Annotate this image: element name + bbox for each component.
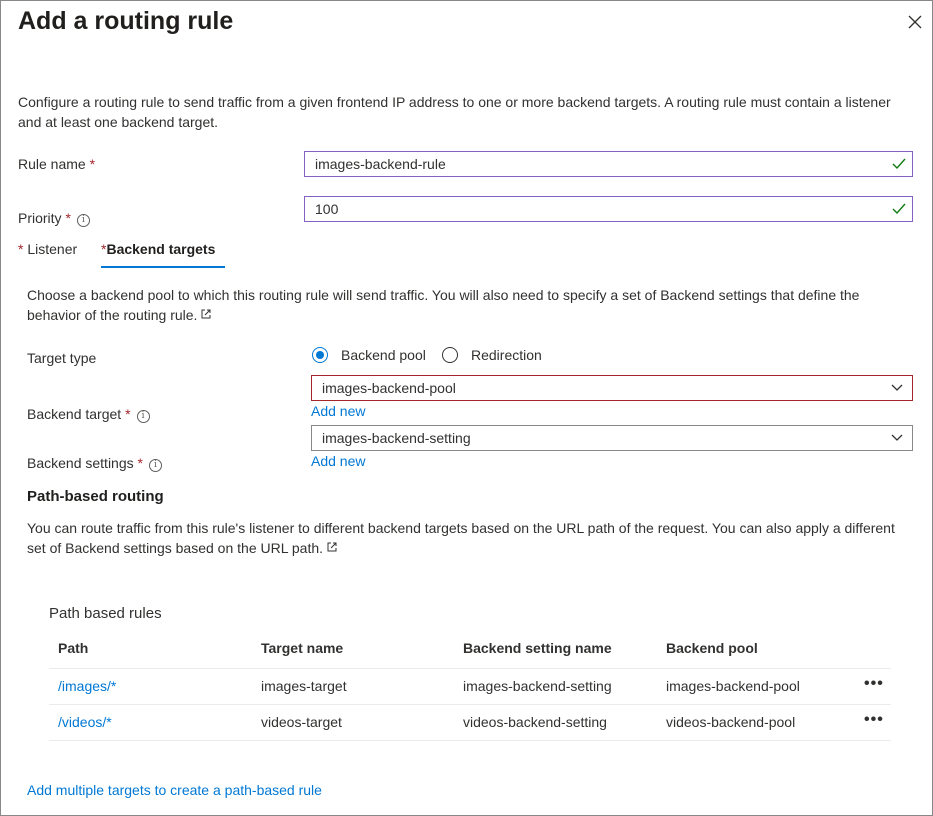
table-divider [49, 704, 891, 705]
radio-redirection-label[interactable]: Redirection [471, 347, 542, 363]
required-marker: * [101, 241, 107, 257]
row-backend-setting: videos-backend-setting [463, 714, 607, 730]
add-new-backend-target-link[interactable]: Add new [311, 403, 366, 419]
path-routing-heading: Path-based routing [27, 488, 164, 505]
column-header-backend-pool: Backend pool [666, 640, 758, 656]
info-icon[interactable]: i [77, 214, 90, 227]
rule-description: Configure a routing rule to send traffic from a given frontend IP address to one or more backend targets. A routing rule must contain a listener and at least one backend target. [18, 94, 891, 130]
info-icon[interactable]: i [149, 459, 162, 472]
external-link-icon[interactable] [201, 309, 211, 319]
priority-input[interactable]: 100 [304, 196, 913, 222]
backend-target-select[interactable]: images-backend-pool [311, 375, 913, 401]
table-divider [49, 668, 891, 669]
row-target-name: videos-target [261, 714, 342, 730]
radio-backend-pool[interactable] [312, 347, 328, 363]
add-multiple-targets-link[interactable]: Add multiple targets to create a path-based rule [27, 782, 322, 798]
active-tab-indicator [101, 266, 225, 268]
radio-redirection[interactable] [442, 347, 458, 363]
column-header-target-name: Target name [261, 640, 344, 656]
row-backend-pool: videos-backend-pool [666, 714, 796, 730]
chevron-down-icon [891, 384, 903, 392]
required-marker: * [65, 210, 71, 226]
checkmark-icon [892, 158, 906, 170]
rule-name-input[interactable]: images-backend-rule [304, 151, 913, 177]
backend-target-label: Backend target * i [27, 406, 150, 423]
backend-settings-select[interactable]: images-backend-setting [311, 425, 913, 451]
path-routing-description: You can route traffic from this rule's listener to different backend targets based on the URL path of the request. You can also apply a different set of Backend settings based on the URL path. [27, 520, 895, 556]
tab-backend-targets[interactable]: *Backend targets [101, 241, 216, 257]
row-path-link[interactable]: /videos/* [58, 714, 112, 730]
page-title: Add a routing rule [18, 7, 234, 35]
rule-name-label: Rule name * [18, 156, 96, 172]
path-rules-heading: Path based rules [49, 605, 162, 622]
required-marker: * [18, 241, 24, 257]
close-icon[interactable] [906, 13, 924, 31]
radio-backend-pool-label[interactable]: Backend pool [341, 347, 426, 363]
required-marker: * [89, 156, 96, 172]
checkmark-icon [892, 203, 906, 215]
column-header-backend-setting: Backend setting name [463, 640, 612, 656]
row-target-name: images-target [261, 678, 347, 694]
more-options-icon[interactable]: ••• [864, 711, 884, 728]
required-marker: * [137, 455, 143, 471]
table-divider [49, 740, 891, 741]
required-marker: * [125, 406, 131, 422]
row-backend-pool: images-backend-pool [666, 678, 800, 694]
external-link-icon[interactable] [327, 542, 337, 552]
column-header-path: Path [58, 640, 89, 656]
more-options-icon[interactable]: ••• [864, 675, 884, 692]
row-path-link[interactable]: /images/* [58, 678, 117, 694]
tab-listener[interactable]: * Listener [18, 241, 78, 257]
target-type-label: Target type [27, 350, 97, 366]
add-new-backend-settings-link[interactable]: Add new [311, 453, 366, 469]
backend-settings-label: Backend settings * i [27, 455, 162, 472]
chevron-down-icon [891, 434, 903, 442]
info-icon[interactable]: i [137, 410, 150, 423]
priority-label: Priority * i [18, 210, 90, 227]
row-backend-setting: images-backend-setting [463, 678, 612, 694]
backend-description: Choose a backend pool to which this routing rule will send traffic. You will also need to specify a set of Backend settings that define the behavior of the routing rule. [27, 287, 860, 323]
